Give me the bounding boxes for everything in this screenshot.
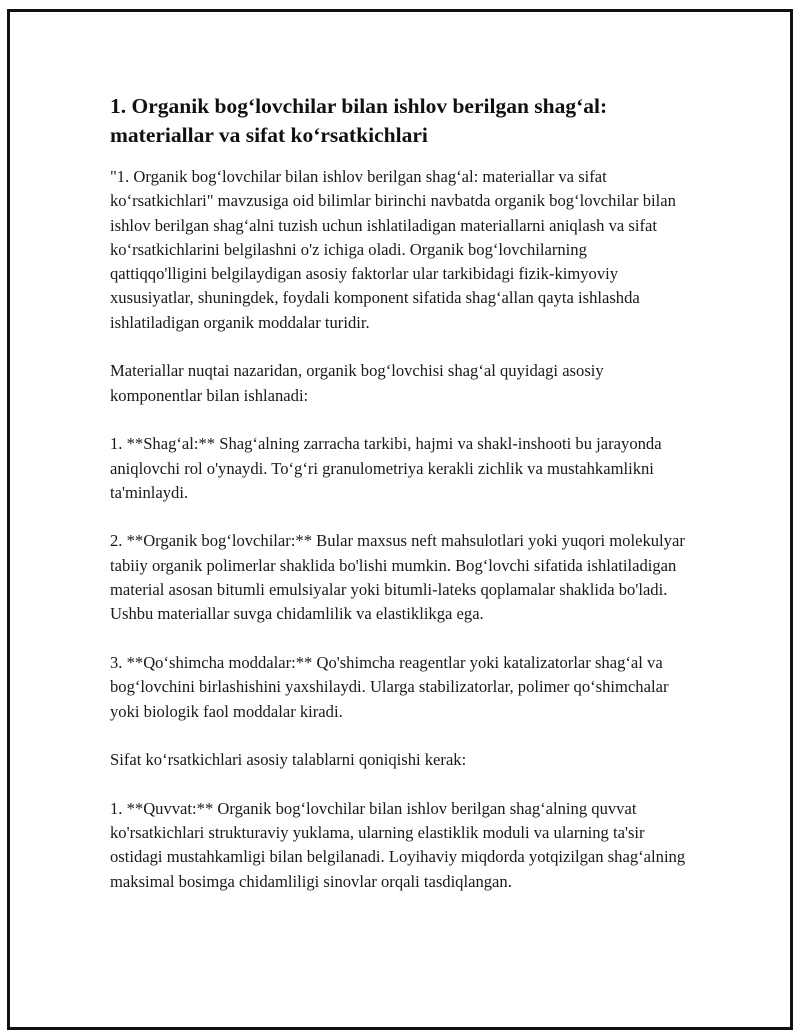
- paragraph-gravel: 1. **Shag‘al:** Shag‘alning zarracha tarkibi, hajmi va shakl-inshooti bu jarayonda aniqlovchi rol o'ynaydi. To‘g‘ri granulometriya kerakli zichlik va mustahkamlikni ta'minlaydi.: [110, 434, 662, 502]
- paragraph-strength: 1. **Quvvat:** Organik bog‘lovchilar bilan ishlov berilgan shag‘alning quvvat ko'rsatkichlari strukturaviy yuklama, ularning elastiklik moduli va ularning ta'sir ostidagi mustahkamligi bilan belgilanadi. Loyihaviy miqdorda yotqizilgan shag‘alning maksimal bosimga chidamliligi sinovlar orqali tasdiqlangan.: [110, 798, 686, 891]
- document-title: 1. Organik bog‘lovchilar bilan ishlov berilgan shag‘al: materiallar va sifat ko‘rsatkichlari: [110, 94, 608, 147]
- paragraph-quality-lead: Sifat ko‘rsatkichlari asosiy talablarni qoniqishi kerak:: [110, 750, 467, 770]
- paragraph-organic-binders: 2. **Organik bog‘lovchilar:** Bular maxsus neft mahsulotlari yoki yuqori molekulyar tabiiy organik polimerlar shaklida bo'lishi mumkin. Bog‘lovchi sifatida ishlatiladigan material asosan bitumli emulsiyalar yoki bitumli-lateks qoplamalar shaklida bo'ladi. Ushbu materiallar suvga chidamlilik va elastiklikga ega.: [110, 531, 685, 624]
- paragraph-materials-lead: Materiallar nuqtai nazaridan, organik bog‘lovchisi shag‘al quyidagi asosiy komponentlar bilan ishlanadi:: [110, 361, 604, 405]
- paragraph-additives: 3. **Qo‘shimcha moddalar:** Qo'shimcha reagentlar yoki katalizatorlar shag‘al va bog‘lovchini birlashishini yaxshilaydi. Ularga stabilizatorlar, polimer qo‘shimchalar yoki biologik faol moddalar kiradi.: [110, 652, 669, 721]
- document-body: [110, 92, 688, 918]
- paragraph-intro: "1. Organik bog‘lovchilar bilan ishlov berilgan shag‘al: materiallar va sifat ko‘rsatkichlari" mavzusiga oid bilimlar birinchi navbatda organik bog‘lovchilar bilan ishlov berilgan shag‘alni tuzish uchun ishlatiladigan materiallarni aniqlash va sifat ko‘rsatkichlarini belgilashni o'z ichiga oladi. Organik bog‘lovchilarning qattiqqo'lligini belgilaydigan asosiy faktorlar ular tarkibidagi fizik-kimyoviy xususiyatlar, shuningdek, foydali komponent sifatida shag‘allan qayta ishlashda ishlatiladigan organik moddalar turidir.: [110, 167, 676, 332]
